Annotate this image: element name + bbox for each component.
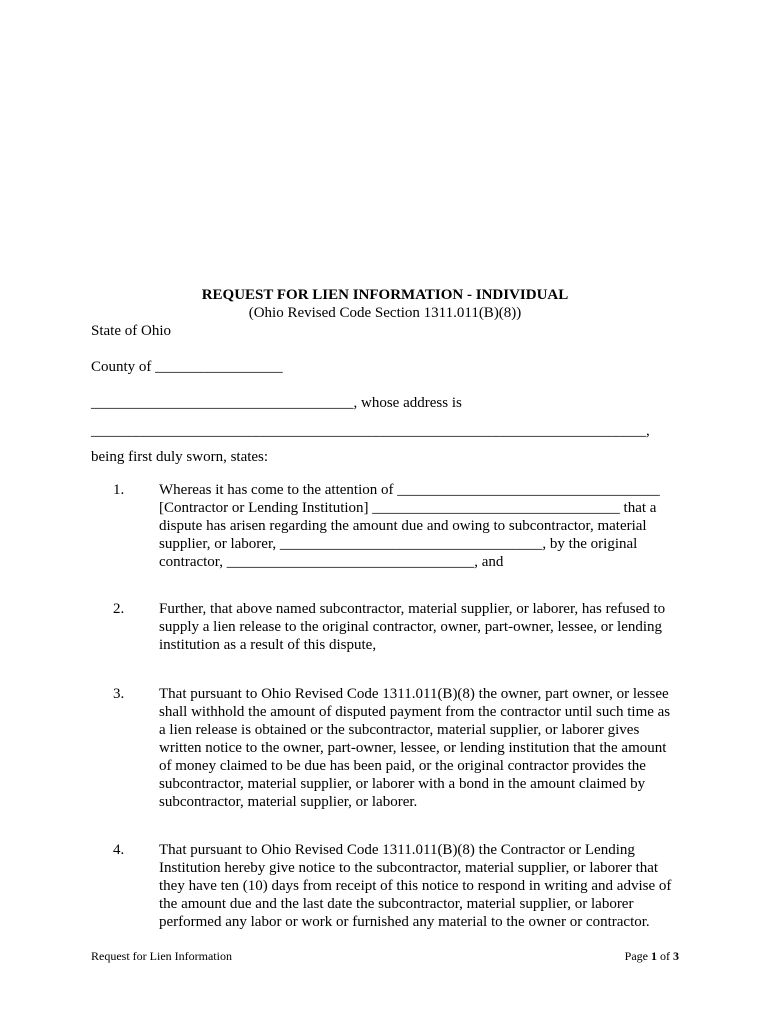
item-line: dispute has arisen regarding the amount due and owing to subcontractor, material	[159, 518, 647, 534]
document-title: REQUEST FOR LIEN INFORMATION - INDIVIDUAL	[201, 287, 569, 303]
item-line: Whereas it has come to the attention of ___________________________________	[159, 482, 660, 498]
list-item	[159, 685, 689, 811]
item-line: That pursuant to Ohio Revised Code 1311.011(B)(8) the owner, part owner, or lessee	[159, 686, 669, 702]
item-line: Institution hereby give notice to the subcontractor, material supplier, or laborer that	[159, 860, 659, 876]
item-number: 4.	[113, 842, 125, 858]
item-number: 1.	[113, 482, 125, 498]
item-line: supplier, or laborer, ___________________________________, by the original	[159, 536, 638, 552]
list-item	[159, 841, 689, 931]
list-item	[159, 481, 689, 571]
item-number: 2.	[113, 601, 125, 617]
item-line: shall withhold the amount of disputed payment from the contractor until such time as	[159, 704, 671, 720]
item-line: written notice to the owner, part-owner, lessee, or lending institution that the amount	[159, 740, 667, 756]
item-line: [Contractor or Lending Institution] _________________________________ that a	[159, 500, 657, 516]
item-line: That pursuant to Ohio Revised Code 1311.011(B)(8) the Contractor or Lending	[159, 842, 635, 858]
page-number	[625, 949, 679, 963]
item-line: supply a lien release to the original contractor, owner, part-owner, lessee, or lending	[159, 619, 663, 635]
page-total: 3	[673, 949, 679, 963]
county-line: County of _________________	[91, 359, 283, 375]
page-current: 1	[651, 949, 657, 963]
item-line: subcontractor, material supplier, or laborer.	[159, 794, 418, 810]
item-line: Further, that above named subcontractor, material supplier, or laborer, has refused to	[159, 601, 666, 617]
page-of: of	[660, 949, 670, 963]
item-line: a lien release is obtained or the subcontractor, material supplier, or laborer gives	[159, 722, 640, 738]
item-line: the amount due and the last date the subcontractor, material supplier, or laborer	[159, 896, 634, 912]
item-line: subcontractor, material supplier, or laborer with a bond in the amount claimed by	[159, 776, 646, 792]
document-subtitle: (Ohio Revised Code Section 1311.011(B)(8))	[248, 305, 522, 321]
address-line: __________________________________________________________________________,	[91, 423, 650, 439]
affiant-line: ___________________________________, whose address is	[91, 395, 462, 411]
sworn-line: being first duly sworn, states:	[91, 449, 269, 465]
item-line: performed any labor or work or furnished any material to the owner or contractor.	[159, 914, 650, 930]
state-line: State of Ohio	[91, 323, 171, 339]
item-line: they have ten (10) days from receipt of this notice to respond in writing and advise of	[159, 878, 672, 894]
item-number: 3.	[113, 686, 125, 702]
footer-title: Request for Lien Information	[91, 949, 232, 963]
list-item	[159, 600, 689, 654]
item-line: contractor, _________________________________, and	[159, 554, 504, 570]
item-line: of money claimed to be due has been paid, or the original contractor provides the	[159, 758, 646, 774]
page-label: Page	[624, 949, 648, 963]
item-line: institution as a result of this dispute,	[159, 637, 377, 653]
